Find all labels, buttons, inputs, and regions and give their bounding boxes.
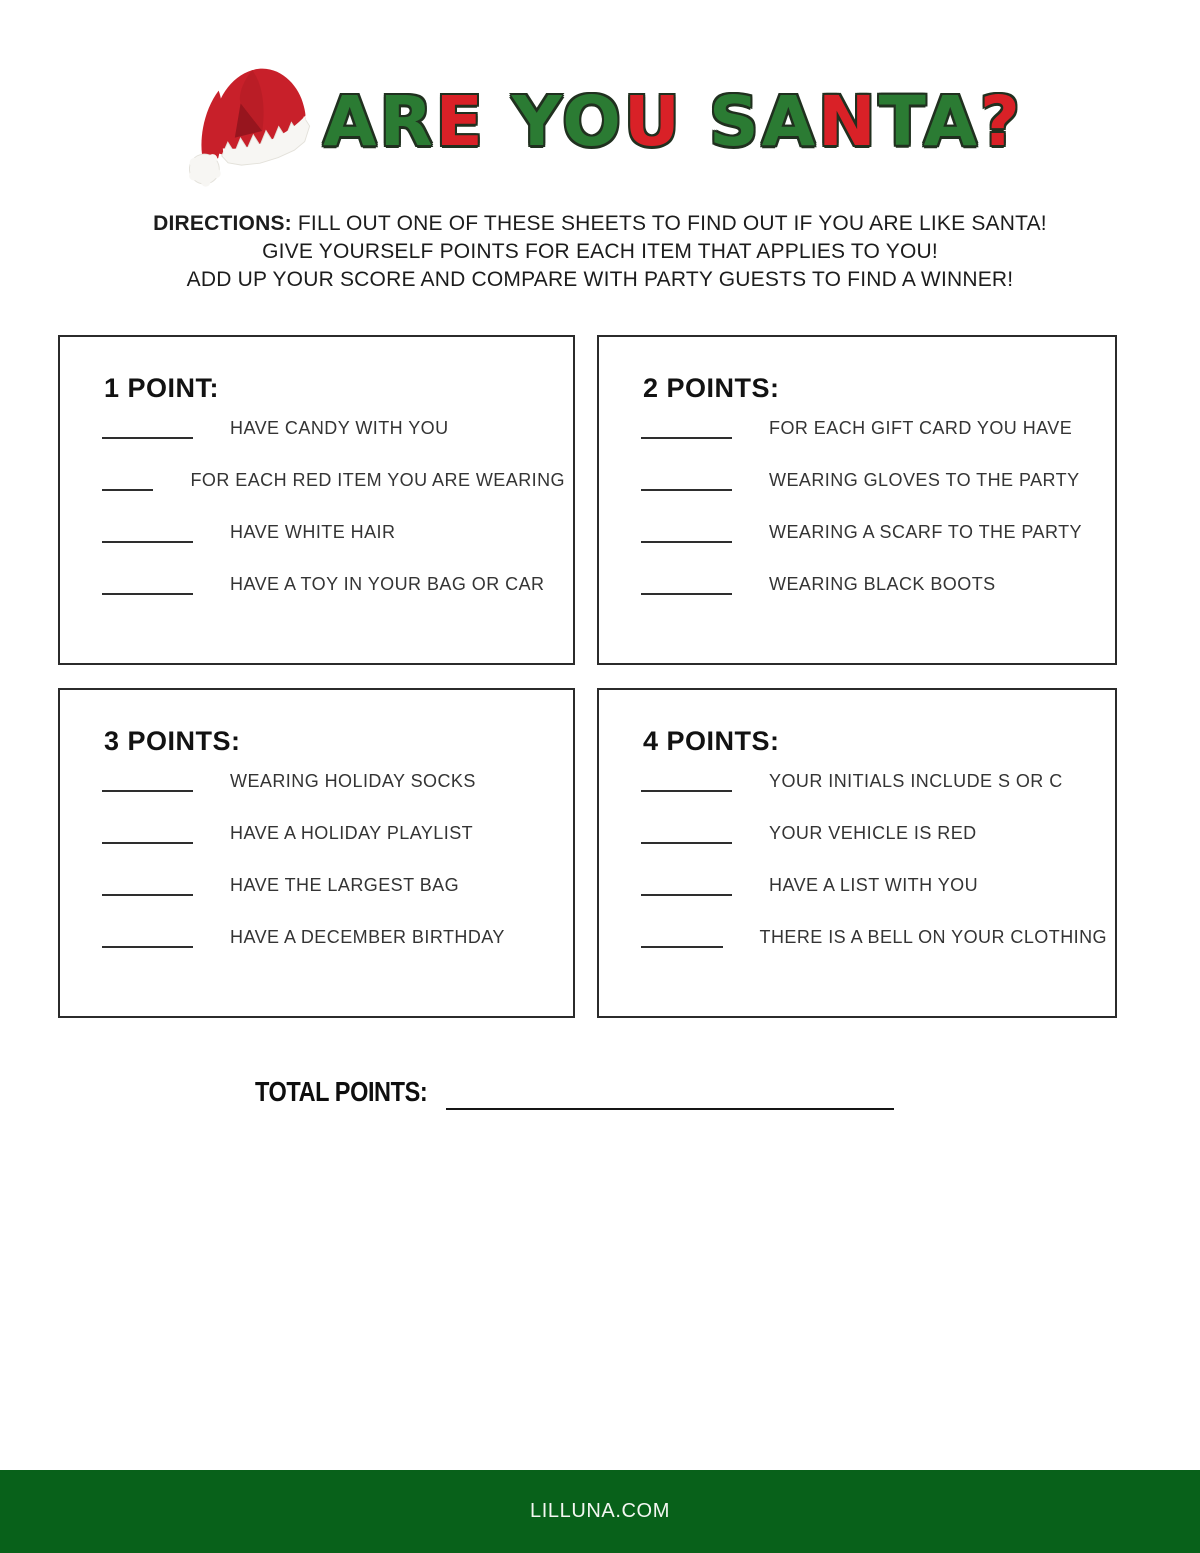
score-blank-line bbox=[641, 415, 732, 439]
score-row bbox=[641, 571, 1107, 595]
score-row bbox=[102, 415, 565, 439]
score-blank-line bbox=[102, 571, 193, 595]
directions bbox=[0, 210, 1200, 294]
point-box-2 bbox=[597, 335, 1117, 665]
item-label: HAVE A HOLIDAY PLAYLIST bbox=[230, 823, 474, 843]
item-label: THERE IS A BELL ON YOUR CLOTHING bbox=[759, 927, 1107, 947]
item-label: WEARING HOLIDAY SOCKS bbox=[230, 771, 476, 791]
header bbox=[0, 52, 1200, 187]
point-box-3 bbox=[58, 688, 575, 1018]
directions-label: DIRECTIONS: bbox=[153, 212, 292, 235]
score-blank-line bbox=[102, 872, 193, 896]
score-blank-line bbox=[102, 924, 193, 948]
score-row bbox=[102, 820, 565, 844]
item-label: WEARING GLOVES TO THE PARTY bbox=[769, 470, 1080, 490]
item-label: FOR EACH GIFT CARD YOU HAVE bbox=[769, 418, 1073, 438]
box-rows bbox=[102, 768, 565, 976]
point-box-1 bbox=[58, 335, 575, 665]
item-label: YOUR INITIALS INCLUDE S OR C bbox=[769, 771, 1063, 791]
total-points bbox=[0, 1078, 894, 1110]
directions-line-2: GIVE YOURSELF POINTS FOR EACH ITEM THAT APPLIES TO YOU! bbox=[262, 240, 938, 263]
score-row bbox=[641, 467, 1107, 491]
item-label: HAVE THE LARGEST BAG bbox=[230, 875, 460, 895]
score-blank-line bbox=[641, 768, 732, 792]
directions-line-1: DIRECTIONS: FILL OUT ONE OF THESE SHEETS TO FIND OUT IF YOU ARE LIKE SANTA! bbox=[153, 212, 1047, 235]
box-rows bbox=[641, 768, 1107, 976]
score-blank-line bbox=[641, 872, 732, 896]
score-row bbox=[641, 415, 1107, 439]
item-label: HAVE A TOY IN YOUR BAG OR CAR bbox=[230, 574, 545, 594]
item-label: WEARING BLACK BOOTS bbox=[769, 574, 996, 594]
score-blank-line bbox=[641, 820, 732, 844]
santa-hat-icon bbox=[177, 52, 317, 187]
item-label: HAVE WHITE HAIR bbox=[230, 522, 396, 542]
box-heading: 3 POINTS: bbox=[104, 726, 241, 756]
score-row bbox=[641, 924, 1107, 948]
item-label: FOR EACH RED ITEM YOU ARE WEARING bbox=[190, 470, 565, 490]
point-box-4 bbox=[597, 688, 1117, 1018]
score-blank-line bbox=[102, 415, 193, 439]
score-blank-line bbox=[641, 467, 732, 491]
box-rows bbox=[641, 415, 1107, 623]
score-row bbox=[641, 519, 1107, 543]
score-blank-line bbox=[102, 467, 153, 491]
directions-line-3: ADD UP YOUR SCORE AND COMPARE WITH PARTY GUESTS TO FIND A WINNER! bbox=[186, 268, 1014, 291]
footer bbox=[0, 1470, 1200, 1553]
score-row bbox=[102, 519, 565, 543]
score-row bbox=[102, 571, 565, 595]
item-label: YOUR VEHICLE IS RED bbox=[769, 823, 977, 843]
page-title: ARE YOU SANTA? bbox=[323, 82, 1023, 162]
footer-site-text: LILLUNA.COM bbox=[530, 1500, 670, 1522]
item-label: HAVE CANDY WITH YOU bbox=[230, 418, 449, 438]
box-heading: 1 POINT: bbox=[104, 373, 220, 403]
box-rows bbox=[102, 415, 565, 623]
score-blank-line bbox=[641, 519, 732, 543]
total-points-label: TOTAL POINTS: bbox=[255, 1076, 428, 1107]
score-row bbox=[102, 768, 565, 792]
box-heading: 4 POINTS: bbox=[643, 726, 780, 756]
total-points-line bbox=[446, 1078, 894, 1110]
score-blank-line bbox=[102, 820, 193, 844]
points-grid bbox=[58, 335, 1117, 1018]
score-blank-line bbox=[102, 519, 193, 543]
box-heading: 2 POINTS: bbox=[643, 373, 780, 403]
score-blank-line bbox=[641, 924, 723, 948]
score-row bbox=[102, 924, 565, 948]
score-row bbox=[102, 872, 565, 896]
score-blank-line bbox=[102, 768, 193, 792]
item-label: WEARING A SCARF TO THE PARTY bbox=[769, 522, 1083, 542]
item-label: HAVE A LIST WITH YOU bbox=[769, 875, 979, 895]
item-label: HAVE A DECEMBER BIRTHDAY bbox=[230, 927, 505, 947]
score-blank-line bbox=[641, 571, 732, 595]
score-row bbox=[102, 467, 565, 491]
score-row bbox=[641, 872, 1107, 896]
score-row bbox=[641, 768, 1107, 792]
score-row bbox=[641, 820, 1107, 844]
